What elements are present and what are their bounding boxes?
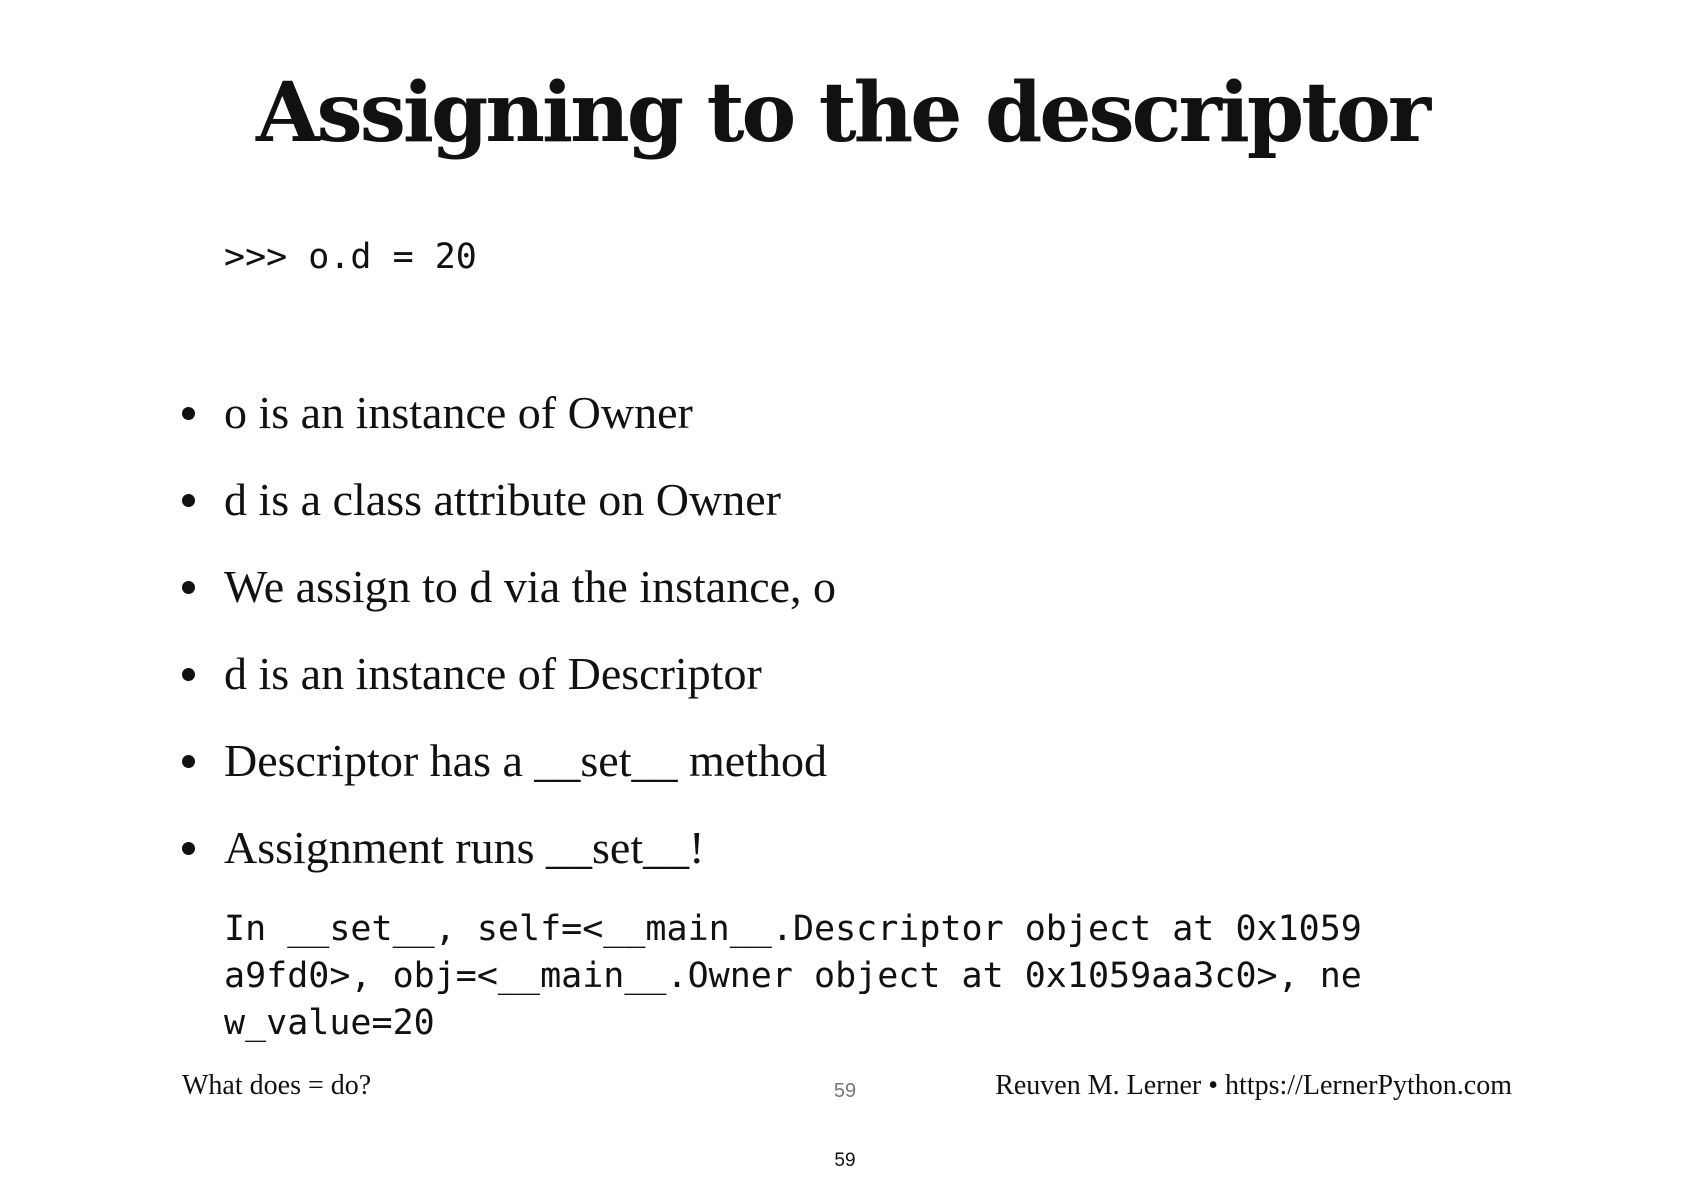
bullet-item	[182, 820, 836, 907]
code-prompt: >>> o.d = 20	[224, 237, 477, 277]
slide-title: Assigning to the descriptor	[255, 65, 1429, 161]
bullet-item	[182, 385, 836, 472]
bullet-text: d is a class attribute on Owner	[224, 474, 781, 525]
page-number-label: 59	[834, 1150, 856, 1171]
bullet-dot	[182, 407, 195, 420]
bullet-list	[182, 385, 836, 907]
bullet-text: o is an instance of Owner	[224, 387, 693, 438]
footer-page-number: 59	[833, 1080, 857, 1102]
bullet-text: d is an instance of Descriptor	[224, 648, 762, 699]
footer-author: Reuven M. Lerner • https://LernerPython.com	[995, 1070, 1512, 1101]
bullet-dot	[182, 668, 195, 681]
code-output: In __set__, self=<__main__.Descriptor object at 0x1059a9fd0>, obj=<__main__.Owner object at 0x1059aa3c0>, new_value=20	[224, 909, 1362, 1043]
bullet-item	[182, 559, 836, 646]
bullet-item	[182, 733, 836, 820]
bullet-item	[182, 472, 836, 559]
bullet-text: We assign to d via the instance, o	[224, 561, 837, 612]
bullet-text: Assignment runs __set__!	[224, 822, 705, 873]
bullet-dot	[182, 842, 195, 855]
footer-section-title: What does = do?	[182, 1070, 372, 1101]
bullet-text: Descriptor has a __set__ method	[224, 735, 827, 786]
bullet-item	[182, 646, 836, 733]
bullet-dot	[182, 581, 195, 594]
bullet-dot	[182, 494, 195, 507]
bullet-dot	[182, 755, 195, 768]
